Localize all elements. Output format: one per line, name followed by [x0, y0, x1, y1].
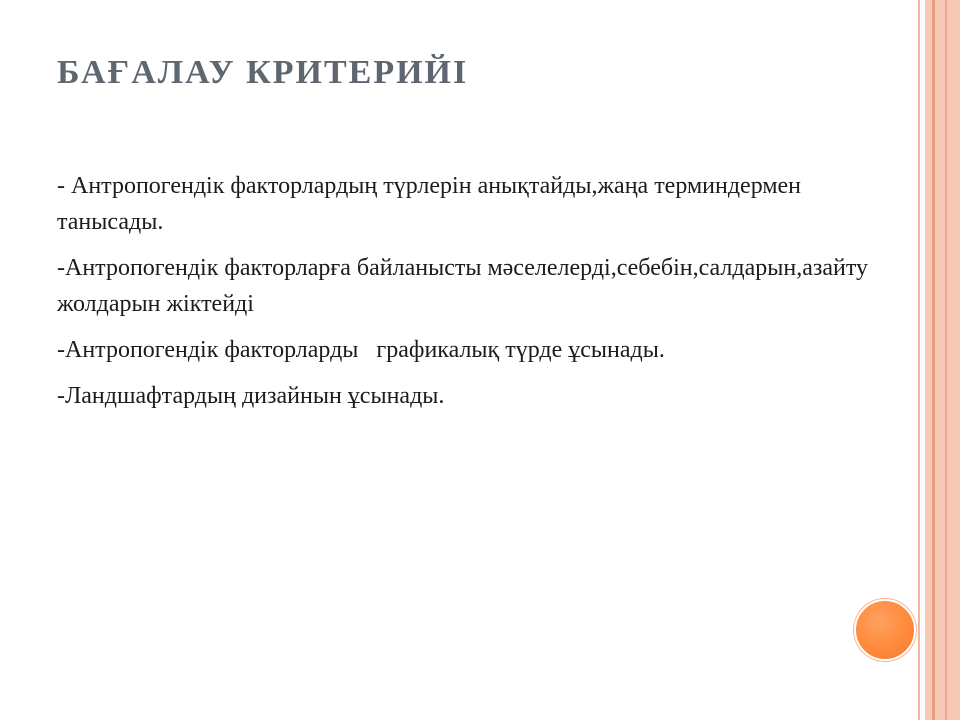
- decorative-line: [932, 0, 935, 720]
- criteria-item: -Ландшафтардың дизайнын ұсынады.: [57, 383, 445, 409]
- criteria-item: -Антропогендік факторларды графикалық түрде ұсынады.: [57, 337, 665, 363]
- decorative-line: [918, 0, 920, 720]
- slide-title: БАҒАЛАУ КРИТЕРИЙІ: [57, 54, 469, 91]
- decorative-band: [925, 0, 960, 720]
- decorative-line: [945, 0, 947, 720]
- criteria-list: [57, 168, 897, 424]
- decorative-circle-icon: [854, 599, 916, 661]
- criteria-item: - Антропогендік факторлардың түрлерін анықтайды,жаңа терминдермен танысады.: [57, 173, 802, 235]
- criteria-item: -Антропогендік факторларға байланысты мәселелерді,себебін,салдарын,азайту жолдарын жіктейді: [57, 255, 868, 317]
